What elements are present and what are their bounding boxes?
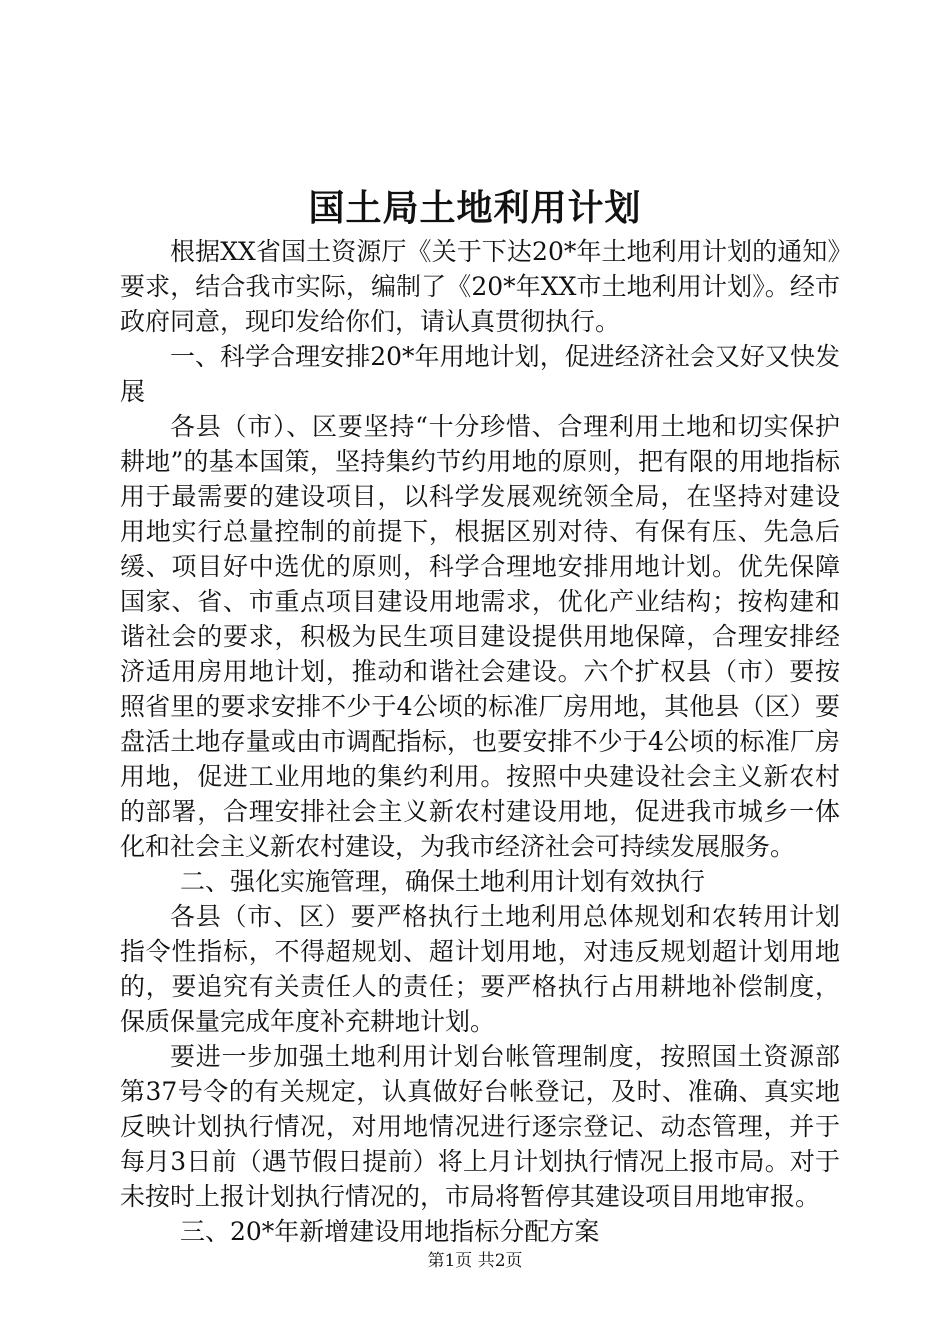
intro-paragraph: 根据XX省国土资源厅《关于下达20*年土地利用计划的通知》要求，结合我市实际，编制了《20*年XX市土地利用计划》。经市政府同意，现印发给你们，请认真贯彻执行。 (120, 237, 840, 336)
section-2-paragraph-1: 各县（市、区）要严格执行土地利用总体规划和农转用计划指令性指标，不得超规划、超计划用地，对违反规划超计划用地的，要追究有关责任人的责任；要严格执行占用耕地补偿制度，保质保量完成年度补充耕地计划。 (120, 902, 840, 1036)
document-body (120, 234, 840, 1249)
section-heading-1: 一、科学合理安排20*年用地计划，促进经济社会又好又快发展 (120, 342, 840, 406)
section-1-paragraph: 各县（市）、区要坚持“十分珍惜、合理利用土地和切实保护耕地”的基本国策，坚持集约节约用地的原则，把有限的用地指标用于最需要的建设项目，以科学发展观统领全局，在坚持对建设用地实行总量控制的前提下，根据区别对待、有保有压、先急后缓、项目好中选优的原则，科学合理地安排用地计划。优先保障国家、省、市重点项目建设用地需求，优化产业结构；按构建和谐社会的要求，积极为民生项目建设提供用地保障，合理安排经济适用房用地计划，推动和谐社会建设。六个扩权县（市）要按照省里的要求安排不少于4公顷的标准厂房用地，其他县（区）要盘活土地存量或由市调配指标，也要安排不少于4公顷的标准厂房用地，促进工业用地的集约利用。按照中央建设社会主义新农村的部署，合理安排社会主义新农村建设用地，促进我市城乡一体化和社会主义新农村建设，为我市经济社会可持续发展服务。 (120, 412, 840, 861)
page-number-footer: 第1页 共2页 (427, 1251, 523, 1271)
section-heading-3: 三、20*年新增建设用地指标分配方案 (180, 1217, 600, 1246)
section-2-paragraph-2: 要进一步加强土地利用计划台帐管理制度，按照国土资源部第37号令的有关规定，认真做好台帐登记，及时、准确、真实地反映计划执行情况，对用地情况进行逐宗登记、动态管理，并于每月3日前（遇节假日提前）将上月计划执行情况上报市局。对于未按时上报计划执行情况的，市局将暂停其建设项目用地审报。 (120, 1042, 840, 1211)
section-heading-2: 二、强化实施管理，确保土地利用计划有效执行 (180, 867, 706, 896)
document-title: 国土局土地利用计划 (308, 187, 642, 229)
